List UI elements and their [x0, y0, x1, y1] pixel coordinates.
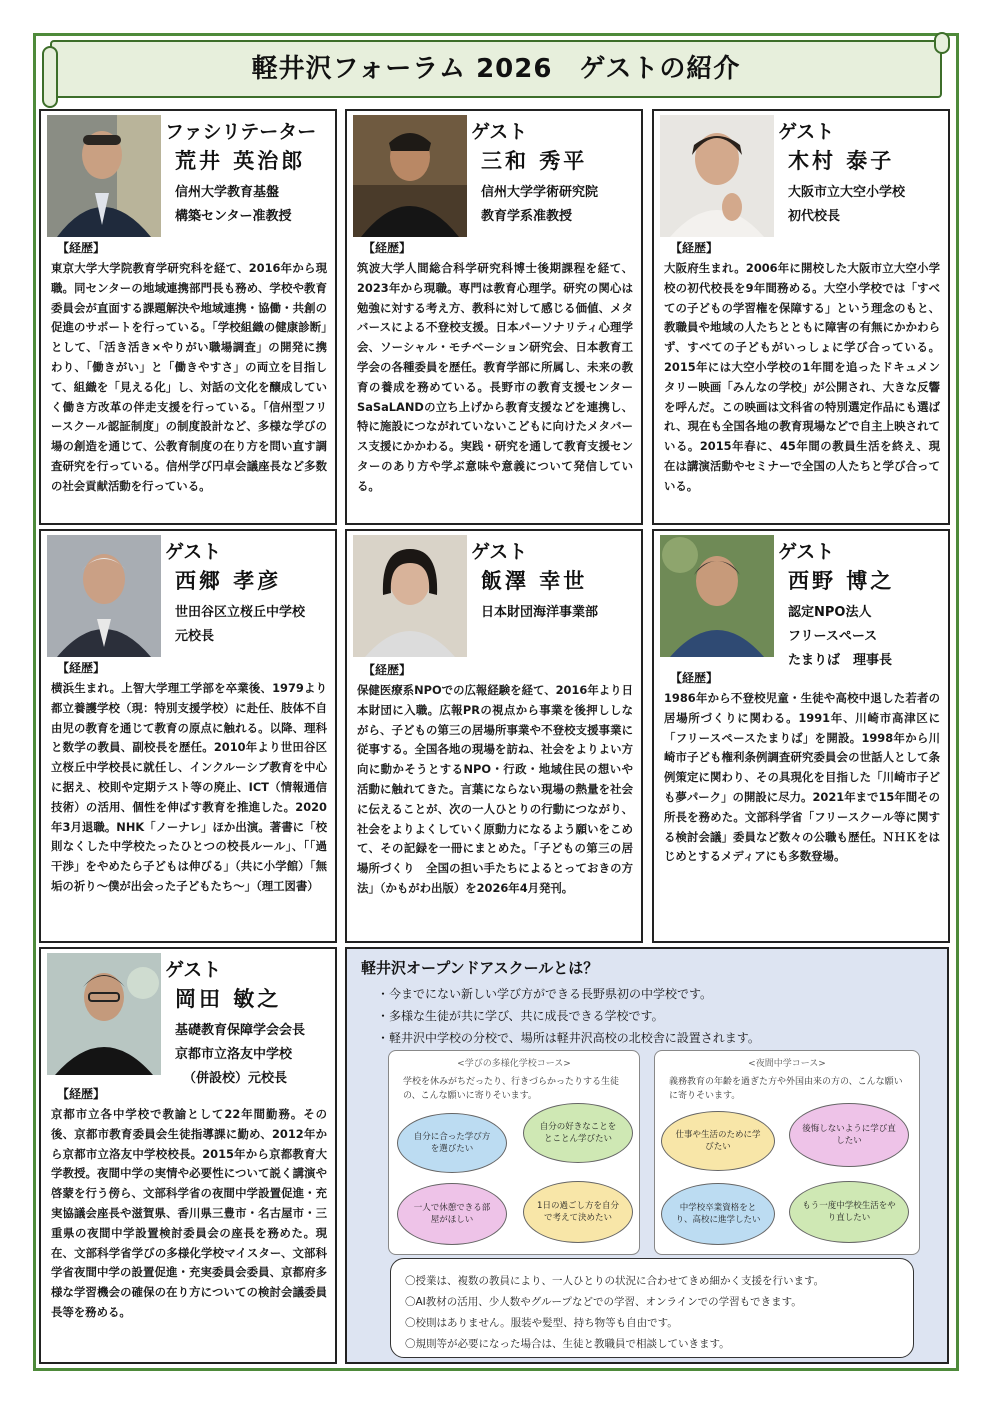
person-card-nishino — [652, 529, 950, 943]
person-card-saigo — [39, 529, 337, 943]
person-photo — [660, 535, 774, 657]
person-photo — [47, 535, 161, 657]
night-school-course-panel — [654, 1050, 920, 1255]
scroll-curl-right — [934, 32, 950, 54]
person-name: 木村 泰子 — [788, 149, 895, 173]
wish-bubble: 一人で休憩できる部屋がほしい — [397, 1183, 507, 1245]
wish-bubble: 1日の過ごし方を自分で考えて決めたい — [523, 1181, 633, 1243]
wish-bubble: もう一度中学校生活をやり直したい — [789, 1181, 909, 1243]
diverse-learning-course-panel — [388, 1050, 640, 1255]
panel-description: 学校を休みがちだったり、行きづらかったりする生徒の、こんな願いに寄りそいます。 — [403, 1077, 620, 1101]
person-card-arai — [39, 109, 337, 525]
person-photo — [353, 115, 467, 237]
school-point: ・ 軽井沢中学校の分校で、場所は軽井沢高校の北校舎に設置されます。 — [377, 1027, 760, 1049]
person-affiliation: 大阪市立大空小学校 初代校長 — [788, 185, 906, 224]
note-item: 〇AI教材の活用、少人数やグループなどでの学習、オンラインでの学習もできます。 — [405, 1296, 802, 1308]
school-point: ・ 多様な生徒が共に学び、共に成長できる学校です。 — [377, 1005, 760, 1027]
person-name: 岡田 敏之 — [175, 987, 282, 1011]
person-bio: 筑波大学人間総合科学研究科博士後期課程を経て、2023年から現職。専門は教育心理学。研究の関心は勉強に対する考え方、教科に対して感じる価値、メタバースによる不登校支援。日本パーソナリティ心理学会、ソーシャル・モチベーション研究会、日本教育工学会の各種委員を歴任。教育学部に所属し、未来の教育の養成を務めている。長野市の教育支援センターSaSaLANDの立ち上げから教育支援などを連携し、特に施設につながれていないこどもに向けたメタバース支援にかかわる。実践・研究を通して教育支援センターのあり方や学ぶ意味や意義について発信している。 — [357, 261, 633, 493]
person-name: 西野 博之 — [788, 569, 895, 593]
school-points — [377, 983, 760, 1049]
person-affiliation: 基礎教育保障学会会長 京都市立洛友中学校 （併設校）元校長 — [175, 1023, 306, 1086]
person-role: ゲスト — [778, 541, 835, 563]
school-heading: 軽井沢オープンドアスクールとは？ — [361, 959, 599, 977]
person-bio: 東京大学大学院教育学研究科を経て、2016年から現職。同センターの地域連携部門長も務め、学校や教育委員会が直面する課題解決や地域連携・協働・共創の促進のサポートを行っている。「学校組織の健康診断」として、「活き活き×やりがい職場調査」の開発に携わり、「働きがい」と「働きやすさ」の両立を目指して、組織を「見える化」し、対話の文化を醸成していく働き方改革の伴走支援を行っている。「信州型フリースクール認証制度」の制度設計など、多様な学びの場の創造を通じて、公教育制度の在り方を問い直す調査研究を行っている。信州学び円卓会議座長など多数の社会貢献活動を行っている。 — [51, 261, 327, 493]
person-card-okada — [39, 947, 337, 1364]
person-affiliation: 世田谷区立桜丘中学校 元校長 — [175, 605, 306, 644]
wish-bubble: 中学校卒業資格をとり、高校に進学したい — [661, 1183, 775, 1245]
panel-description: 義務教育の年齢を過ぎた方や外国由来の方の、こんな願いに寄りそいます。 — [669, 1077, 903, 1101]
person-role: ゲスト — [778, 121, 835, 143]
person-affiliation: 日本財団海洋事業部 — [481, 605, 599, 620]
bio-label: 【経歴】 — [57, 241, 106, 255]
person-photo — [47, 115, 161, 237]
person-bio: 保健医療系NPOでの広報経験を経て、2016年より日本財団に入職。広報PRの視点から事業を後押ししながら、子どもの第三の居場所事業や不登校支援事業に従事する。全国各地の現場を訪ね、社会をよりよい方向に動かそうとするNPO・行政・地域住民の想いや活動に触れてきた。言葉にならない現場の熱量を社会に伝えることが、次の一人ひとりの行動につながり、社会をよりよくしていく原動力になるよう願いをこめて、その記録を一冊にまとめた。「子どもの第三の居場所づくり 全国の担い手たちによるとっておきの方法」（かもがわ出版）を2026年4月発刊。 — [357, 683, 633, 895]
person-card-miwa — [345, 109, 643, 525]
person-affiliation: 信州大学学術研究院 教育学系准教授 — [481, 185, 599, 224]
bio-label: 【経歴】 — [670, 241, 719, 255]
wish-bubble: 仕事や生活のために学びたい — [661, 1111, 775, 1171]
person-role: ゲスト — [165, 959, 222, 981]
person-bio: 大阪府生まれ。2006年に開校した大阪市立大空小学校の初代校長を9年間務める。大空小学校では「すべての子どもの学習権を保障する」という理念のもと、教職員や地域の人たちとともに障害の有無にかかわらず、すべての子どもがいっしょに学び合っている。2015年には大空小学校の1年間を追ったドキュメンタリー映画「みんなの学校」が公開され、大きな反響を呼んだ。この映画は文科省の特別選定作品にも選ばれ、現在も全国各地の教育現場などで自主上映されている。2015年春に、45年間の教員生活を終え、現在は講演活動やセミナーで全国の人たちと学び合っている。 — [664, 261, 940, 493]
panel-title: <学びの多様化学校コース> — [457, 1059, 571, 1069]
bio-label: 【経歴】 — [363, 663, 412, 677]
person-bio: 京都市立各中学校で教諭として22年間勤務。その後、京都市教育委員会生徒指導課に勤め、2012年から京都市立洛友中学校校長。2015年から京都教育大学教授。夜間中学の実情や必要性について説く講演や啓蒙を行う傍ら、文部科学省の夜間中学設置促進・充実協議会座長や滋賀県、香川県三豊市・名古屋市・三重県の夜間中学設置検討委員会の座長を務めた。現在、文部科学省学びの多様化学校マイスター、文部科学省夜間中学の設置促進・充実委員会委員、京都府多様な学習機会の確保の在り方についての検討会議委員長等を務める。 — [51, 1107, 327, 1319]
person-name: 三和 秀平 — [481, 149, 588, 173]
bio-label: 【経歴】 — [670, 671, 719, 685]
school-notes — [390, 1258, 914, 1358]
person-photo — [660, 115, 774, 237]
note-item: 〇授業は、複数の教員により、一人ひとりの状況に合わせてきめ細かく支援を行います。 — [405, 1275, 825, 1287]
person-name: 荒井 英治郎 — [175, 149, 306, 173]
title-banner — [50, 40, 942, 98]
person-photo — [353, 535, 467, 657]
person-role: ゲスト — [471, 541, 528, 563]
person-card-iizawa — [345, 529, 643, 943]
bio-label: 【経歴】 — [363, 241, 412, 255]
panel-title: <夜間中学コース> — [748, 1059, 826, 1069]
person-bio: 1986年から不登校児童・生徒や高校中退した若者の居場所づくりに関わる。1991年、川崎市高津区に「フリースペースたまりば」を開設。1998年から川崎市子ども権利条例調査研究委員会の世話人として条例策定に関わり、その具現化を目指した「川崎市子ども夢パーク」の開設に尽力。2021年まで15年間その所長を務めた。文部科学省「フリースクール等に関する検討会議」委員など数々の公職も歴任。ＮＨＫをはじめとするメディアにも多数登場。 — [664, 691, 940, 864]
school-point: ・ 今までにない新しい学び方ができる長野県初の中学校です。 — [377, 983, 760, 1005]
note-item: 〇校則はありません。服装や髪型、持ち物等も自由です。 — [405, 1317, 678, 1329]
person-name: 西郷 孝彦 — [175, 569, 282, 593]
person-role: ゲスト — [165, 541, 222, 563]
bio-label: 【経歴】 — [57, 661, 106, 675]
person-card-kimura — [652, 109, 950, 525]
wish-bubble: 自分の好きなことをとことん学びたい — [523, 1103, 633, 1163]
person-photo — [47, 953, 161, 1075]
wish-bubble: 自分に合った学び方を選びたい — [397, 1113, 507, 1173]
note-item: 〇規則等が必要になった場合は、生徒と教職員で相談していきます。 — [405, 1338, 730, 1350]
person-role: ゲスト — [471, 121, 528, 143]
wish-bubble: 後悔しないように学び直したい — [789, 1103, 909, 1167]
person-affiliation: 認定NPO法人 フリースペース たまりば 理事長 — [788, 605, 893, 668]
person-name: 飯澤 幸世 — [481, 569, 588, 593]
bio-label: 【経歴】 — [57, 1087, 106, 1101]
scroll-curl-left — [42, 46, 58, 108]
person-bio: 横浜生まれ。上智大学理工学部を卒業後、1979より都立養護学校（現：特別支援学校）に赴任、肢体不自由児の教育を通じて教育の原点に触れる。以降、理科と数学の教員、副校長を歴任。2010年より世田谷区立桜丘中学校長に就任し、インクルーシブ教育を中心に据え、校則や定期テスト等の廃止、ICT（情報通信技術）の活用、個性を伸ばす教育を推進した。2020年3月退職。NHK「ノーナレ」ほか出演。著書に「校則なくした中学校たったひとつの校長ルール」、「「過干渉」をやめたら子どもは伸びる」（共に小学館）「無垢の祈り～僕が出会った子どもたち～」（理工図書） — [51, 681, 327, 893]
person-role: ファシリテーター — [165, 121, 317, 143]
page-title: 軽井沢フォーラム 2026 ゲストの紹介 — [251, 54, 741, 84]
person-affiliation: 信州大学教育基盤 構築センター准教授 — [175, 185, 292, 224]
